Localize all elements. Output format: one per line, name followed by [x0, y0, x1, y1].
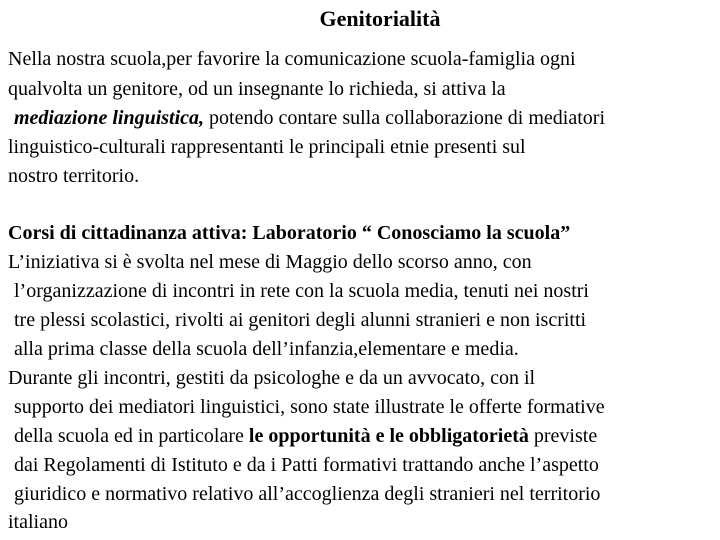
section-text: della scuola ed in particolare	[14, 425, 249, 447]
bold-text: le opportunità e le obbligatorietà	[248, 425, 529, 447]
paragraph-text: potendo contare sulla collaborazione di mediatori	[204, 107, 605, 129]
section-line: dai Regolamenti di Istituto e da i Patti formativi trattando anche l’aspetto	[14, 454, 599, 476]
section-line: tre plessi scolastici, rivolti ai genitori degli alunni stranieri e non iscritti	[14, 309, 587, 331]
section-heading: Corsi di cittadinanza attiva: Laboratorio “ Conosciamo la scuola”	[8, 222, 571, 244]
section-line: alla prima classe della scuola dell’infanzia,elementare e media.	[14, 338, 519, 360]
section-text: previste	[528, 425, 598, 447]
paragraph-line	[14, 106, 605, 130]
section-line: Durante gli incontri, gestiti da psicologhe e da un avvocato, con il	[8, 367, 536, 389]
section-line: l’organizzazione di incontri in rete con la scuola media, tenuti nei nostri	[14, 280, 589, 302]
page-title: Genitorialità	[319, 6, 441, 31]
paragraph-line: linguistico-culturali rappresentanti le principali etnie presenti sul	[8, 136, 526, 158]
paragraph-line: Nella nostra scuola,per favorire la comunicazione scuola-famiglia ogni	[8, 48, 576, 70]
emphasis-text: mediazione linguistica,	[14, 107, 205, 129]
paragraph-line: nostro territorio.	[8, 165, 140, 187]
section-line	[14, 424, 597, 448]
section-line: supporto dei mediatori linguistici, sono state illustrate le offerte formative	[14, 396, 605, 418]
section-line: L’iniziativa si è svolta nel mese di Maggio dello scorso anno, con	[8, 251, 532, 273]
section-line: italiano	[8, 511, 68, 533]
section-line: giuridico e normativo relativo all’accoglienza degli stranieri nel territorio	[14, 483, 601, 505]
paragraph-line: qualvolta un genitore, od un insegnante lo richieda, si attiva la	[8, 78, 506, 100]
